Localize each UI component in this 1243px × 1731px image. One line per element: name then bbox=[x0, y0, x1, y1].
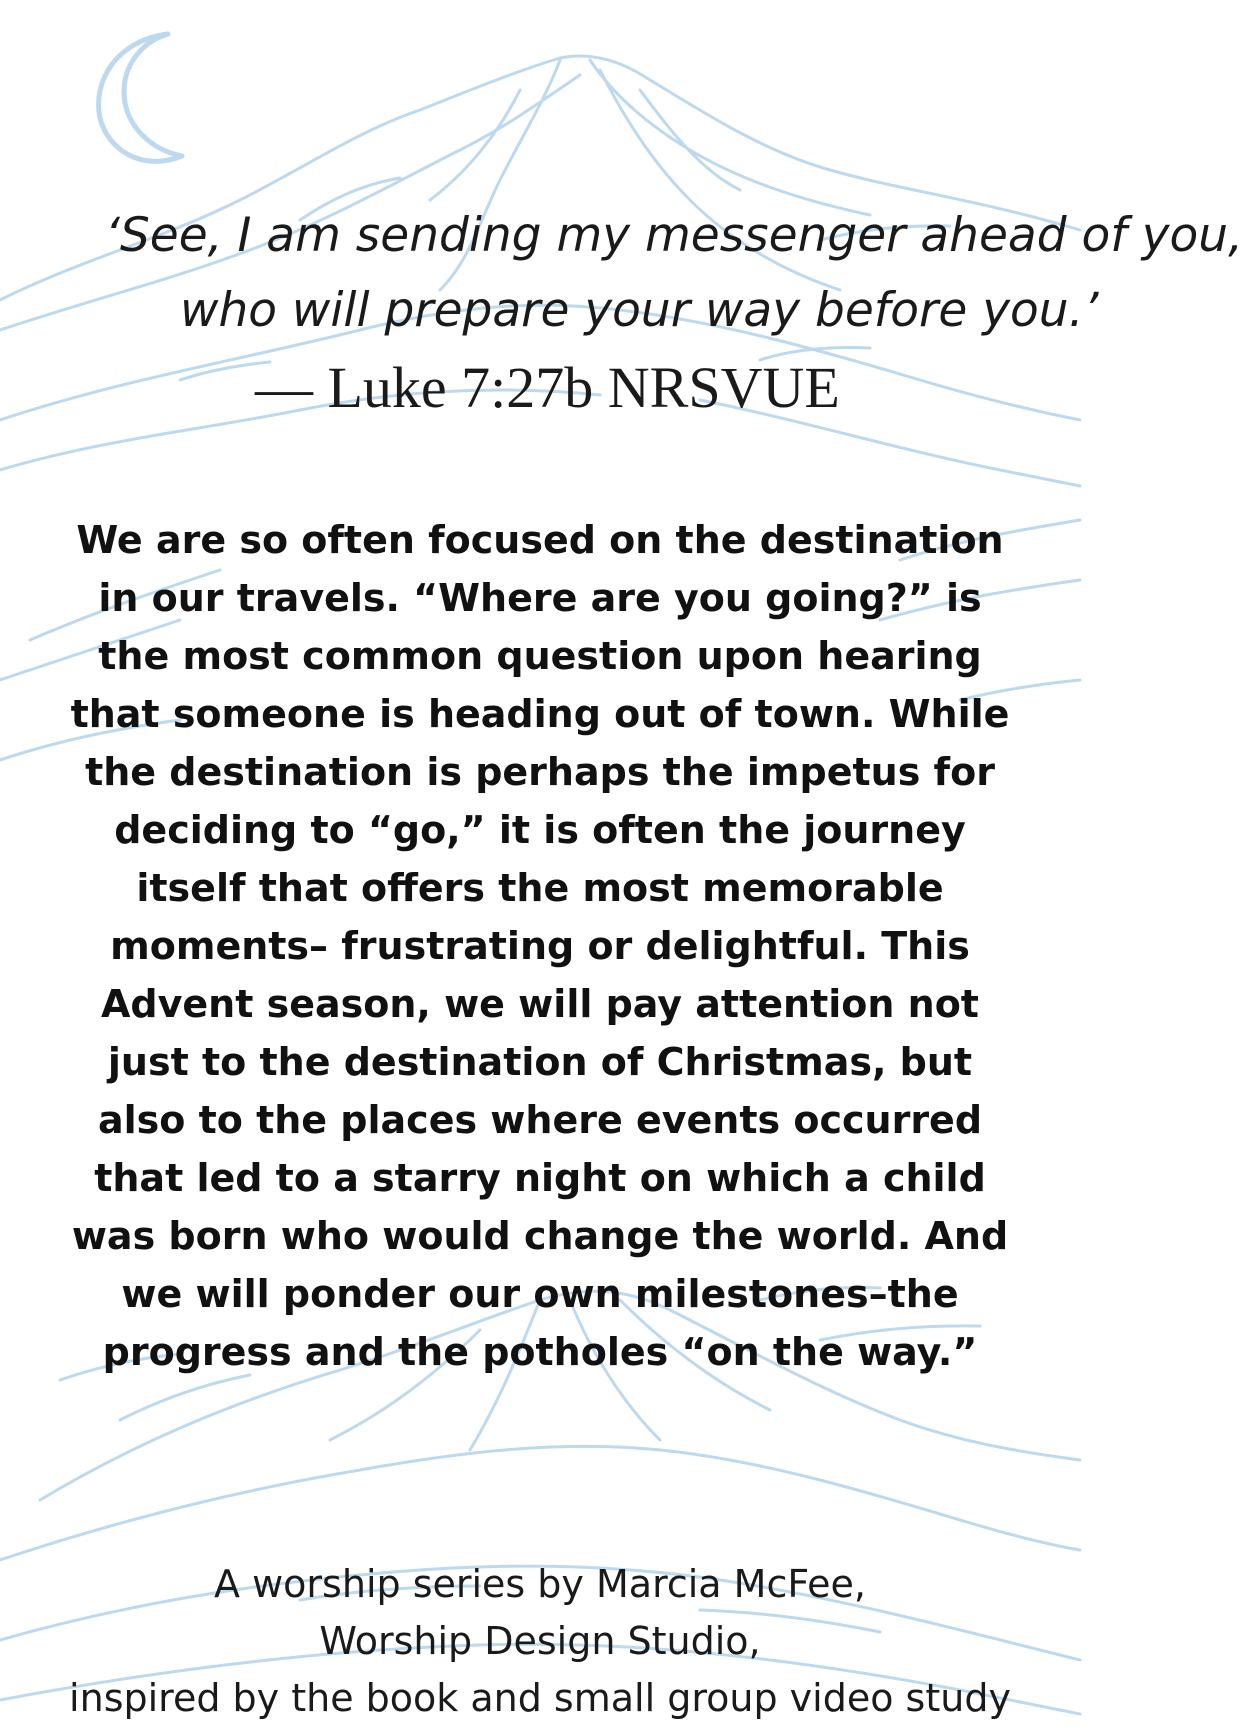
quote-line-1: ‘See, I am sending my messenger ahead of you, bbox=[105, 208, 1243, 263]
scripture-citation: — Luke 7:27b NRSVUE bbox=[255, 355, 840, 420]
series-credits bbox=[0, 1556, 1080, 1727]
series-description: We are so often focused on the destination in our travels. “Where are you going?” is the most common question upon hearing that someone is heading out of town. While the destination is perhaps the impetus for deciding to “go,” it is often the journey itself that offers the most memorable moments– frustrating or delightful. This Advent season, we will pay attention not just to the destination of Christmas, but also to the places where events occurred that led to a starry night on which a child was born who would change the world. And we will ponder our own milestones–the progress and the potholes “on the way.” bbox=[70, 518, 1010, 1374]
credits-line-1: A worship series by Marcia McFee, bbox=[214, 1562, 866, 1606]
credits-line-3: inspired by the book and small group video study bbox=[69, 1676, 1011, 1720]
quote-line-2: who will prepare your way before you.’ bbox=[180, 283, 1099, 338]
credits-line-2: Worship Design Studio, bbox=[319, 1619, 761, 1663]
crescent-moon-icon bbox=[99, 34, 182, 161]
